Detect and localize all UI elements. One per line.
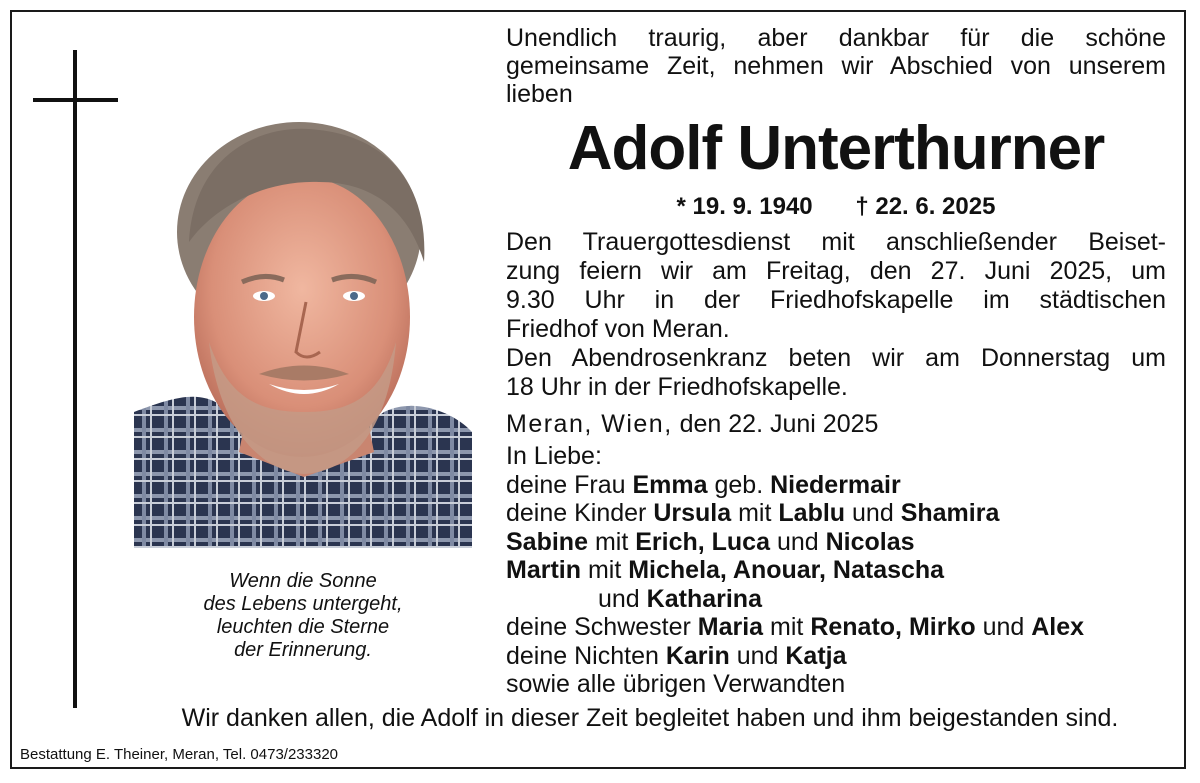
- family-line-children: deine Kinder Ursula mit Lablu und Shamira: [506, 499, 1000, 527]
- memorial-quote: [134, 570, 472, 662]
- family-line-martin-cont: und Katharina: [598, 584, 762, 613]
- quote-line: der Erinnerung.: [234, 639, 372, 661]
- birth-date: * 19. 9. 1940: [676, 193, 813, 220]
- service-line: 18 Uhr in der Friedhofskapelle.: [506, 373, 848, 401]
- family-line-martin: Martin mit Michela, Anouar, Natascha: [506, 556, 945, 584]
- service-line: 9.30 Uhr in der Friedhofskapelle im städtischen: [506, 286, 1166, 314]
- family-line-rest: sowie alle übrigen Verwandten: [506, 670, 846, 698]
- quote-line: Wenn die Sonne: [229, 570, 377, 592]
- portrait-photo: [134, 112, 472, 548]
- service-line: Friedhof von Meran.: [506, 315, 730, 343]
- intro-text: [506, 24, 1166, 108]
- death-date: † 22. 6. 2025: [855, 193, 996, 220]
- life-dates: [506, 192, 1166, 222]
- quote-line: leuchten die Sterne: [216, 616, 390, 638]
- place-date: den 22. Juni 2025: [679, 410, 879, 438]
- service-line: zung feiern wir am Freitag, den 27. Juni 2025, um: [506, 257, 1166, 285]
- funeral-home-footer: Bestattung E. Theiner, Meran, Tel. 0473/233320: [20, 746, 339, 763]
- service-line: Den Trauergottesdienst mit anschließender Beiset-: [506, 228, 1166, 256]
- service-line: Den Abendrosenkranz beten wir am Donnerstag um: [506, 344, 1166, 372]
- family-line-sister: deine Schwester Maria mit Renato, Mirko und Alex: [506, 613, 1085, 641]
- family-line-wife: deine Frau Emma geb. Niedermair: [506, 470, 901, 499]
- service-text: [506, 228, 1166, 439]
- thanks-line: Wir danken allen, die Adolf in dieser Zeit begleitet haben und ihm beigestanden sind.: [181, 704, 1119, 732]
- intro-line: gemeinsame Zeit, nehmen wir Abschied von unserem: [506, 52, 1166, 80]
- in-liebe: In Liebe:: [506, 442, 602, 470]
- family-list: [506, 442, 1166, 699]
- place: Meran, Wien,: [506, 410, 673, 438]
- intro-line: lieben: [506, 80, 573, 108]
- cross-horizontal-bar: [33, 98, 118, 102]
- place-date-line: [506, 410, 1166, 439]
- intro-line: Unendlich traurig, aber dankbar für die schöne: [506, 24, 1166, 52]
- deceased-name: Adolf Unterthurner: [567, 114, 1105, 183]
- family-line-nieces: deine Nichten Karin und Katja: [506, 641, 847, 670]
- family-line-sabine: Sabine mit Erich, Luca und Nicolas: [506, 527, 915, 556]
- cross-vertical-bar: [73, 50, 77, 708]
- quote-line: des Lebens untergeht,: [203, 593, 403, 615]
